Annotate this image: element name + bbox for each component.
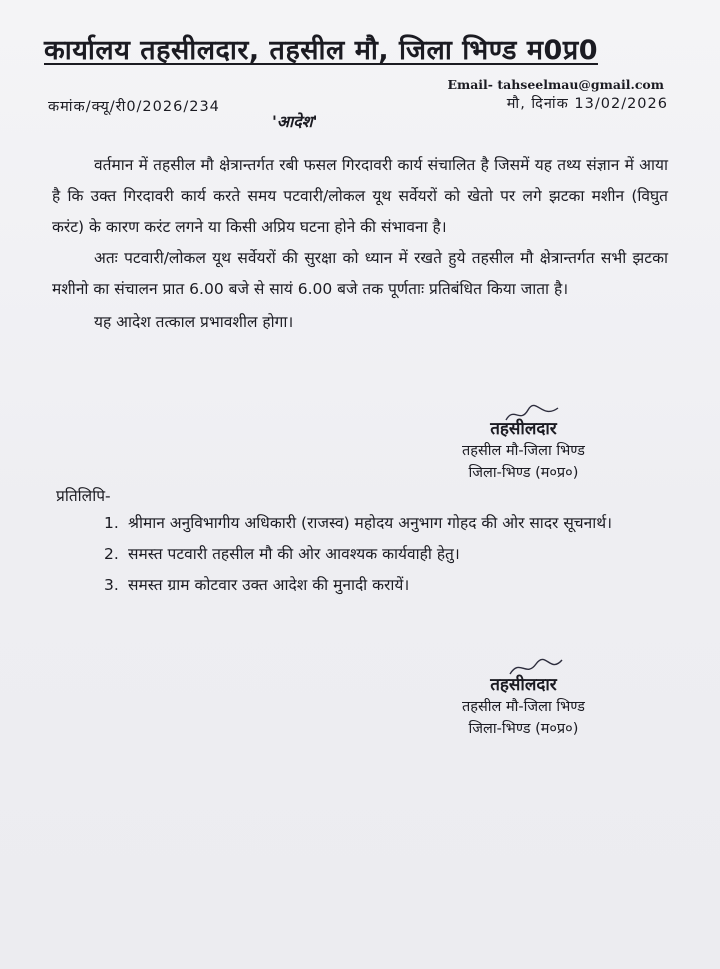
order-title: 'आदेश' — [272, 112, 318, 131]
reference-number: कमांक/क्यू/री0/2026/234 — [48, 99, 220, 115]
signatory-district: जिला-भिण्ड (म०प्र०) — [468, 721, 579, 737]
copies-label: प्रतिलिपि- — [56, 487, 111, 505]
signatory-district: जिला-भिण्ड (म०प्र०) — [468, 465, 579, 481]
list-item-text: समस्त पटवारी तहसील मौ की ओर आवश्यक कार्यवाही हेतु। — [128, 545, 460, 563]
list-item — [104, 508, 670, 539]
list-item — [104, 570, 670, 601]
signatory-office: तहसील मौ-जिला भिण्ड — [462, 699, 585, 715]
place-and-date: मौ, दिनांक 13/02/2026 — [506, 96, 668, 112]
signature-block-1 — [462, 418, 585, 484]
list-item-number: 1. — [104, 514, 119, 532]
signatory-designation: तहसीलदार — [490, 675, 557, 695]
body-paragraph-1: वर्तमान में तहसील मौ क्षेत्रान्तर्गत रबी फसल गिरदावरी कार्य संचालित है जिसमें यह तथ्य संज्ञान में आया है कि उक्त गिरदावरी कार्य करते समय पटवारी/लोकल यूथ सर्वेयरों को खेतो पर लगे झटका मशीन (विघुत करंट) के कारण करंट लगने या किसी अप्रिय घटना होने की संभावना है। — [52, 156, 668, 236]
copies-list — [104, 508, 670, 601]
signature-mark — [506, 656, 566, 680]
signatory-office: तहसील मौ-जिला भिण्ड — [462, 443, 585, 459]
list-item-text: समस्त ग्राम कोटवार उक्त आदेश की मुनादी करायें। — [128, 576, 410, 594]
list-item-number: 3. — [104, 576, 119, 594]
signatory-designation: तहसीलदार — [490, 419, 557, 439]
order-body — [52, 150, 668, 338]
letterhead-title: कार्यालय तहसीलदार, तहसील मौ, जिला भिण्ड म0प्र0 — [44, 35, 598, 66]
body-paragraph-2: अतः पटवारी/लोकल यूथ सर्वेयरों की सुरक्षा को ध्यान में रखते हुये तहसील मौ क्षेत्रान्तर्गत सभी झटका मशीनो का संचालन प्रात 6.00 बजे से सायं 6.00 बजे तक पूर्णताः प्रतिबंधित किया जाता है। — [52, 249, 668, 298]
list-item-text: श्रीमान अनुविभागीय अधिकारी (राजस्व) महोदय अनुभाग गोहद की ओर सादर सूचनार्थ। — [128, 514, 613, 532]
signature-block-2 — [462, 674, 585, 740]
office-email: Email- tahseelmau@gmail.com — [447, 77, 664, 92]
signature-mark — [502, 402, 562, 426]
body-paragraph-3: यह आदेश तत्काल प्रभावशील होगा। — [94, 313, 294, 331]
list-item — [104, 539, 670, 570]
list-item-number: 2. — [104, 545, 119, 563]
